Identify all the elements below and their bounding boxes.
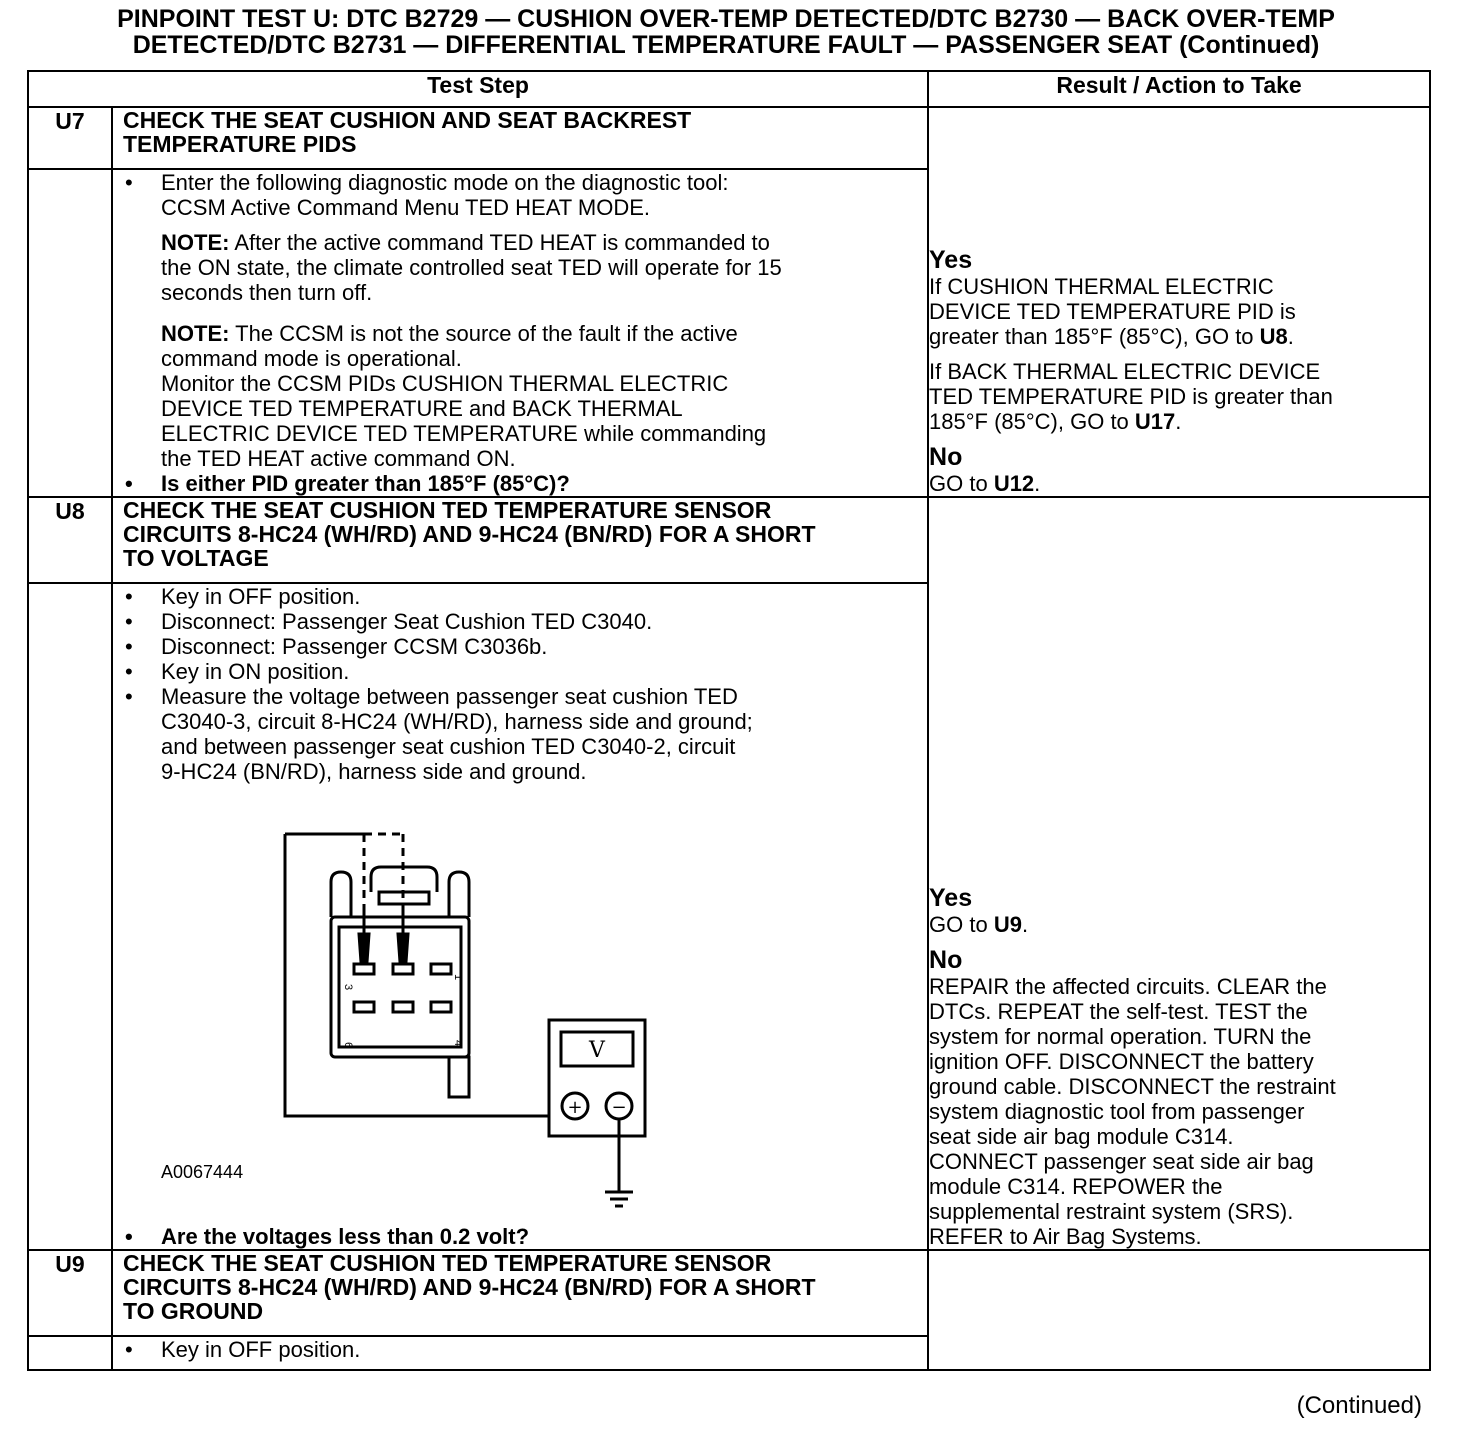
voltmeter-label: V: [589, 1038, 605, 1063]
step-desc-u9: CHECK THE SEAT CUSHION TED TEMPERATURE SENSOR CIRCUITS 8-HC24 (WH/RD) AND 9-HC24 (BN/RD) FOR A SHORT TO GROUND: [112, 1250, 928, 1336]
step-row-u9-title: [28, 1250, 1430, 1336]
goto-u8: U8: [1259, 324, 1288, 349]
question-u8: • Are the voltages less than 0.2 volt?: [29, 1224, 927, 1249]
result-cell-u7: [928, 107, 1430, 497]
page-title: [20, 6, 1432, 58]
pin-label: 3: [342, 984, 354, 991]
step-desc-line: TEMPERATURE PIDS: [123, 131, 357, 157]
probe-tip-pin3: [359, 934, 369, 962]
pin-label: 4: [452, 1040, 464, 1047]
result-yes-line: TED TEMPERATURE PID is greater than: [929, 384, 1333, 409]
result-no-label: No: [929, 946, 963, 974]
result-yes-label: Yes: [929, 246, 973, 274]
bullet-item: • Key in OFF position.: [29, 1337, 927, 1362]
result-yes-line: DEVICE TED TEMPERATURE PID is: [929, 299, 1296, 324]
bullet-item: • Measure the voltage between passenger seat cushion TED C3040-3, circuit 8-HC24 (WH/RD), harness side and ground; and between passenger seat cushion TED C3040-2, circuit 9-HC24 (BN/RD), harness side and ground.: [29, 684, 927, 784]
connector-voltmeter-figure: [279, 822, 799, 1222]
result-yes-line: GO to U9.: [929, 912, 1029, 937]
pinpoint-test-table: [27, 70, 1431, 1371]
step-body-u7: [112, 169, 928, 497]
column-header-result: Result / Action to Take: [928, 71, 1430, 107]
title-line-2: DETECTED/DTC B2731 — DIFFERENTIAL TEMPERATURE FAULT — PASSENGER SEAT (Continued): [132, 31, 1320, 59]
step-row-u8-title: [28, 497, 1430, 583]
test-lead-wire: [285, 834, 549, 1116]
monitor-instruction: Monitor the CCSM PIDs CUSHION THERMAL ELECTRIC DEVICE TED TEMPERATURE and BACK THERMAL ELECTRIC DEVICE TED TEMPERATURE while commanding the TED HEAT active command ON.: [161, 371, 767, 471]
result-cell-u8: [928, 497, 1430, 1250]
result-yes-line: If CUSHION THERMAL ELECTRIC: [929, 274, 1274, 299]
plus-sign: +: [567, 1097, 583, 1118]
result-yes-line: 185°F (85°C), GO to U17.: [929, 409, 1182, 434]
goto-u17: U17: [1134, 409, 1176, 434]
step-desc-u8: CHECK THE SEAT CUSHION TED TEMPERATURE SENSOR CIRCUITS 8-HC24 (WH/RD) AND 9-HC24 (BN/RD) FOR A SHORT TO VOLTAGE: [112, 497, 928, 583]
probe-tip-pin2: [398, 934, 408, 962]
result-yes-label: Yes: [929, 884, 973, 912]
step-id-u9: U9: [28, 1250, 112, 1336]
result-no-label: No: [929, 443, 963, 471]
result-no-line: GO to U12.: [929, 471, 1041, 496]
table-header-row: [28, 71, 1430, 107]
bullet-item: • Key in OFF position.: [29, 584, 927, 609]
step-id-u7: U7: [28, 107, 112, 169]
bullet-item: • Disconnect: Passenger CCSM C3036b.: [29, 634, 927, 659]
result-yes-line: greater than 185°F (85°C), GO to U8.: [929, 324, 1294, 349]
pin-label: 1: [452, 974, 464, 981]
minus-sign: −: [611, 1097, 627, 1118]
result-cell-u9: [928, 1250, 1430, 1370]
step-body-u8: [112, 583, 928, 1250]
wiring-diagram: [29, 784, 927, 1224]
figure-id: A0067444: [161, 1162, 244, 1182]
question-u7: • Is either PID greater than 185°F (85°C)?: [29, 471, 927, 496]
title-line-1: PINPOINT TEST U: DTC B2729 — CUSHION OVER-TEMP DETECTED/DTC B2730 — BACK OVER-TEMP: [117, 5, 1335, 33]
result-no-text: REPAIR the affected circuits. CLEAR the DTCs. REPEAT the self-test. TEST the system for normal operation. TURN the ignition OFF. DISCONNECT the battery ground cable. DISCONNECT the restraint system diagnostic tool from passenger seat side air bag module C314. CONNECT passenger seat side air bag module C314. REPOWER the supplemental restraint system (SRS). REFER to Air Bag Systems.: [929, 974, 1336, 1249]
connector-lock-tab: [449, 1057, 469, 1097]
column-header-test-step: Test Step: [28, 71, 928, 107]
result-yes-line: If BACK THERMAL ELECTRIC DEVICE: [929, 359, 1321, 384]
step-id-u8: U8: [28, 497, 112, 583]
bullet-item: • Key in ON position.: [29, 659, 927, 684]
note-2: NOTE: The CCSM is not the source of the fault if the active command mode is operational.: [161, 321, 738, 371]
goto-u9: U9: [993, 912, 1022, 937]
step-row-u7-title: [28, 107, 1430, 169]
goto-u12: U12: [993, 471, 1035, 496]
step-desc-u7: [112, 107, 928, 169]
note-1: NOTE: After the active command TED HEAT is commanded to the ON state, the climate controlled seat TED will operate for 15 seconds then turn off.: [161, 230, 782, 305]
pin-label: 6: [342, 1042, 354, 1049]
continued-label: (Continued): [1296, 1392, 1422, 1419]
bullet-item: • Enter the following diagnostic mode on the diagnostic tool: CCSM Active Command Menu TED HEAT MODE.: [29, 170, 927, 220]
step-desc-line: CHECK THE SEAT CUSHION AND SEAT BACKREST: [123, 107, 692, 133]
bullet-item: • Disconnect: Passenger Seat Cushion TED C3040.: [29, 609, 927, 634]
connector-left-tab: [331, 872, 351, 917]
step-body-u9: [112, 1336, 928, 1370]
connector-right-tab: [449, 872, 469, 917]
